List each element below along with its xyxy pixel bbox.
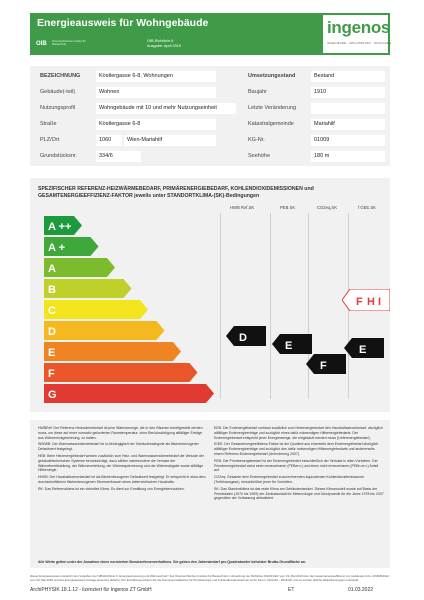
baujahr-value: 1910 (311, 87, 385, 98)
fgee-rating-marker-e (344, 338, 384, 358)
class-bar-label: D (48, 326, 56, 338)
class-bar-label: F (48, 368, 55, 380)
peb-rating-label: D (239, 332, 247, 344)
info-row (30, 69, 390, 84)
info-row (30, 117, 390, 132)
software-license: ArchiPHYSIK 18.1.12 - lizenziert für Ingenos ZT GmbH (30, 587, 152, 593)
letzte-veraenderung-label: Letzte Veränderung (248, 105, 297, 111)
kg-nr-label: KG-Nr. (248, 137, 265, 143)
nutzungsprofil-label: Nutzungsprofil (40, 105, 76, 111)
definitions-left-column (38, 426, 208, 494)
fgee-rating-marker-f (306, 354, 346, 374)
nutzungsprofil-value: Wohngebäude mit 10 und mehr Nutzungseinheit (96, 103, 236, 114)
brand-name: ingenos (327, 18, 391, 37)
plz-value: 1060 (96, 135, 122, 146)
efficiency-chart-panel (30, 178, 390, 412)
gebaeudeteil-value: Wohnen (96, 87, 216, 98)
plz-label: PLZ/Ort (40, 137, 60, 143)
column-header-peb: PEB SK (280, 205, 296, 210)
footer-date: 01.03.2022 (348, 587, 374, 593)
umsetzungsstand-value: Bestand (311, 71, 385, 82)
definition-hhsb: HHSB: Der Haushaltsstrombedarf ist als flächenbezogener Defaultwert festgelegt. Er entspricht in etwa dem durchschnittlichen flächenbezogenen Stromverbrauch eines österreichischen Haushalts. (38, 475, 206, 484)
class-bar-label: A + (48, 242, 66, 254)
guideline-edition: Ausgabe: April 2019 (147, 44, 181, 48)
info-row (30, 101, 390, 116)
class-bar-label: G (48, 389, 57, 401)
grundstuecksnr-label: Grundstücksnr. (40, 153, 77, 159)
document-header (30, 13, 390, 55)
class-bar-e (44, 342, 181, 361)
definition-rk: RK: Das Referenzklima ist ein virtuelles Klima. Es dient zur Ermittlung von Energiekennzahlen. (38, 486, 185, 491)
hwb-rating-marker (342, 289, 390, 311)
umsetzungsstand-label: Umsetzungsstand (248, 73, 296, 79)
column-header-hwb: HWB Ref,SK (230, 205, 255, 210)
kg-nr-value: 01009 (311, 135, 385, 146)
co2-rating-marker (272, 334, 312, 354)
hwb-rating-h: H (367, 296, 375, 308)
oib-logo: OIB (36, 41, 47, 47)
definition-co2: CO2eq: Gesamte dem Endenergiebedarf zuzurechnenden äquivalenten Kohlendioxidemissionen (Treibhausgase), einschließlich jener für Vorketten. (214, 475, 365, 484)
co2-rating-label: E (285, 340, 293, 352)
seehoehe-label: Seehöhe (248, 153, 271, 159)
seehoehe-value: 180 m (311, 151, 385, 162)
brand-logo (323, 15, 392, 53)
letzte-veraenderung-value (311, 103, 385, 114)
efficiency-heading: SPEZIFISCHER REFERENZ-HEIZWÄRMEBEDARF, PRIMÄRENERGIEBEDARF, KOHLENDIOXIDEMISSIONEN und GESAMTENERGIEEFFIZIENZ-FAKTOR jeweils unter STANDORTKLIMA-(SK)-Bedingungen (38, 186, 314, 199)
definition-sk: SK: Das Standortklima ist das reale Klima am Gebäudestandort. Dieses Klimamodell wurde auf Basis der Primärdaten (1970 bis 1999) der Zentralanstalt für Meteorologie und Geodynamik für die Jahre 1978 bis 2007 gegenüber der Vorfassung aktualisiert. (214, 486, 384, 501)
hwb-rating-f: F (356, 296, 363, 308)
class-bar-label: A ++ (48, 221, 72, 233)
info-row (30, 149, 390, 164)
definition-hwb: HWBRef: Der Referenz-Heizwärmebedarf ist jene Wärmemenge, die in den Räumen bereitgestellt werden muss, um diese auf einer normativ geforderten Raumtemperatur, ohne Berücksichtigung allfälliger Erträge aus Wärmerückgewinnung, zu halten. (38, 426, 203, 440)
class-bar-d (44, 321, 165, 340)
document-title: Energieausweis für Wohngebäude (37, 17, 209, 29)
definition-eeb: EEB: Der Endenergiebedarf umfasst zusätzlich zum Heizenergiebedarf den Haushaltsstrombedarf, abzüglich allfälliger Endenergieerträge und zuzüglich eines dafür notwendigen Hilfsenergiebedarfs. Der Endenergiebedarf entspricht jener Energiemenge, die eingekauft werden muss (Lieferenergiebedarf). (214, 426, 383, 440)
definitions-panel (30, 420, 390, 568)
strasse-value: Köstlergasse 6-8 (96, 119, 216, 130)
column-header-co2: CO2eq,SK (317, 205, 338, 210)
guideline-info (147, 39, 181, 49)
gebaeudeteil-label: Gebäude(-teil) (40, 89, 76, 95)
definition-peb: PEB: Der Primärenergiebedarf ist der Endenergiebedarf einschließlich der Verluste in allen Vorketten. Der Primärenergiebedarf weist einen erneuerbaren (PEBern.) und einen nicht erneuerbaren (PEBn.ern.) Anteil auf. (214, 458, 379, 473)
class-bar-label: A (48, 263, 56, 275)
oib-subtitle: Österreichisches Institut für Bautechnik (52, 39, 86, 47)
class-bar-label: E (48, 347, 56, 359)
grundstuecksnr-value: 334/6 (96, 151, 141, 162)
info-row (30, 133, 390, 148)
legal-fineprint: Dieser Energieausweis entspricht den Vorgaben der OIB-Richtlinie 6 „Energieeinsparung und Wärmeschutz" des Österreichischen Instituts für Bautechnik in Umsetzung der Richtlinie 2010/31/EU vom 19. Mai 2010 über die Gesamtenergieeffizienz von Gebäuden bzw. 2018/844/EU vom 30. Mai 2018 und des Energieausweis-Vorlage-Gesetzes (EAVG). Der Ermittlungszeitraum für die Konversionsfaktoren für Primärenergie und Kohlendioxidemissionen ist für Strom: 2013-09 – 2018-08, und es wurden übliche Allokationsregeln unterstellt. (30, 574, 389, 582)
assumption-note: Alle Werte gelten unter der Annahme eines normierten BenutzerInnenverhaltens. Sie geben den Jahresbedarf pro Quadratmeter beheizter Brutto-Grundfläche an. (38, 560, 307, 564)
katastralgemeinde-value: Mariahilf (311, 119, 385, 130)
property-info-panel (30, 66, 390, 166)
column-header-fgee: f GEE,SK (358, 205, 376, 210)
definitions-right-column (214, 426, 384, 503)
guideline-name: OIB-Richtlinie 6 (147, 39, 174, 43)
class-bar-label: C (48, 305, 56, 317)
class-bar-f (44, 363, 198, 382)
info-row (30, 85, 390, 100)
definition-fgee: fGEE: Der Gesamtenergieeffizienz-Faktor ist der Quotient aus einerseits dem Endenergiebedarf abzüglich allfälliger Endenergieerträge und zuzüglich des dafür notwendigen Hilfsenergiebedarfs und andererseits einem Referenz-Endenergiebedarf (Anforderung 2007). (214, 442, 379, 456)
bezeichnung-value: Köstlergasse 6-8, Wohnungen (96, 71, 216, 82)
peb-rating-marker (226, 326, 266, 346)
class-bar-c (44, 300, 148, 319)
fgee-rating-f-label: F (320, 360, 327, 372)
class-bar-label: B (48, 284, 56, 296)
fgee-rating-e-label: E (359, 344, 367, 356)
class-bar-g (44, 384, 214, 403)
strasse-label: Straße (40, 121, 57, 127)
baujahr-label: Baujahr (248, 89, 267, 95)
hwb-rating-i: I (378, 296, 382, 308)
footer-code: ET (288, 587, 295, 593)
definition-heb: HEB: Beim Heizenergiebedarf werden zusätzlich zum Heiz- und Warmwasserwärmebedarf die Verluste der gebäudetechnischen Systeme berücksichtigt, dazu zählen insbesondere die Verluste der Wärmebereitstellung, der Wärmeverteilung, der Wärmespeicherung und der Wärmeabgabe sowie allfällige Hilfsenergie. (38, 453, 204, 473)
katastralgemeinde-label: Katastralgemeinde (248, 121, 294, 127)
efficiency-class-bars (30, 178, 390, 412)
class-bar-b (44, 279, 132, 298)
definition-wwwb: WWWB: Der Warmwasserwärmebedarf ist in Abhängigkeit der Gebäudekategorie als flächenbezogener Defaultwert festgelegt. (38, 442, 199, 452)
bezeichnung-label: BEZEICHNUNG (40, 73, 81, 79)
ort-value: Wien-Mariahilf (124, 135, 216, 146)
brand-tagline: INGENIEURE · ARCHITEKTEN · ÖKOLOGEN (327, 42, 392, 45)
document-footer (30, 587, 390, 597)
